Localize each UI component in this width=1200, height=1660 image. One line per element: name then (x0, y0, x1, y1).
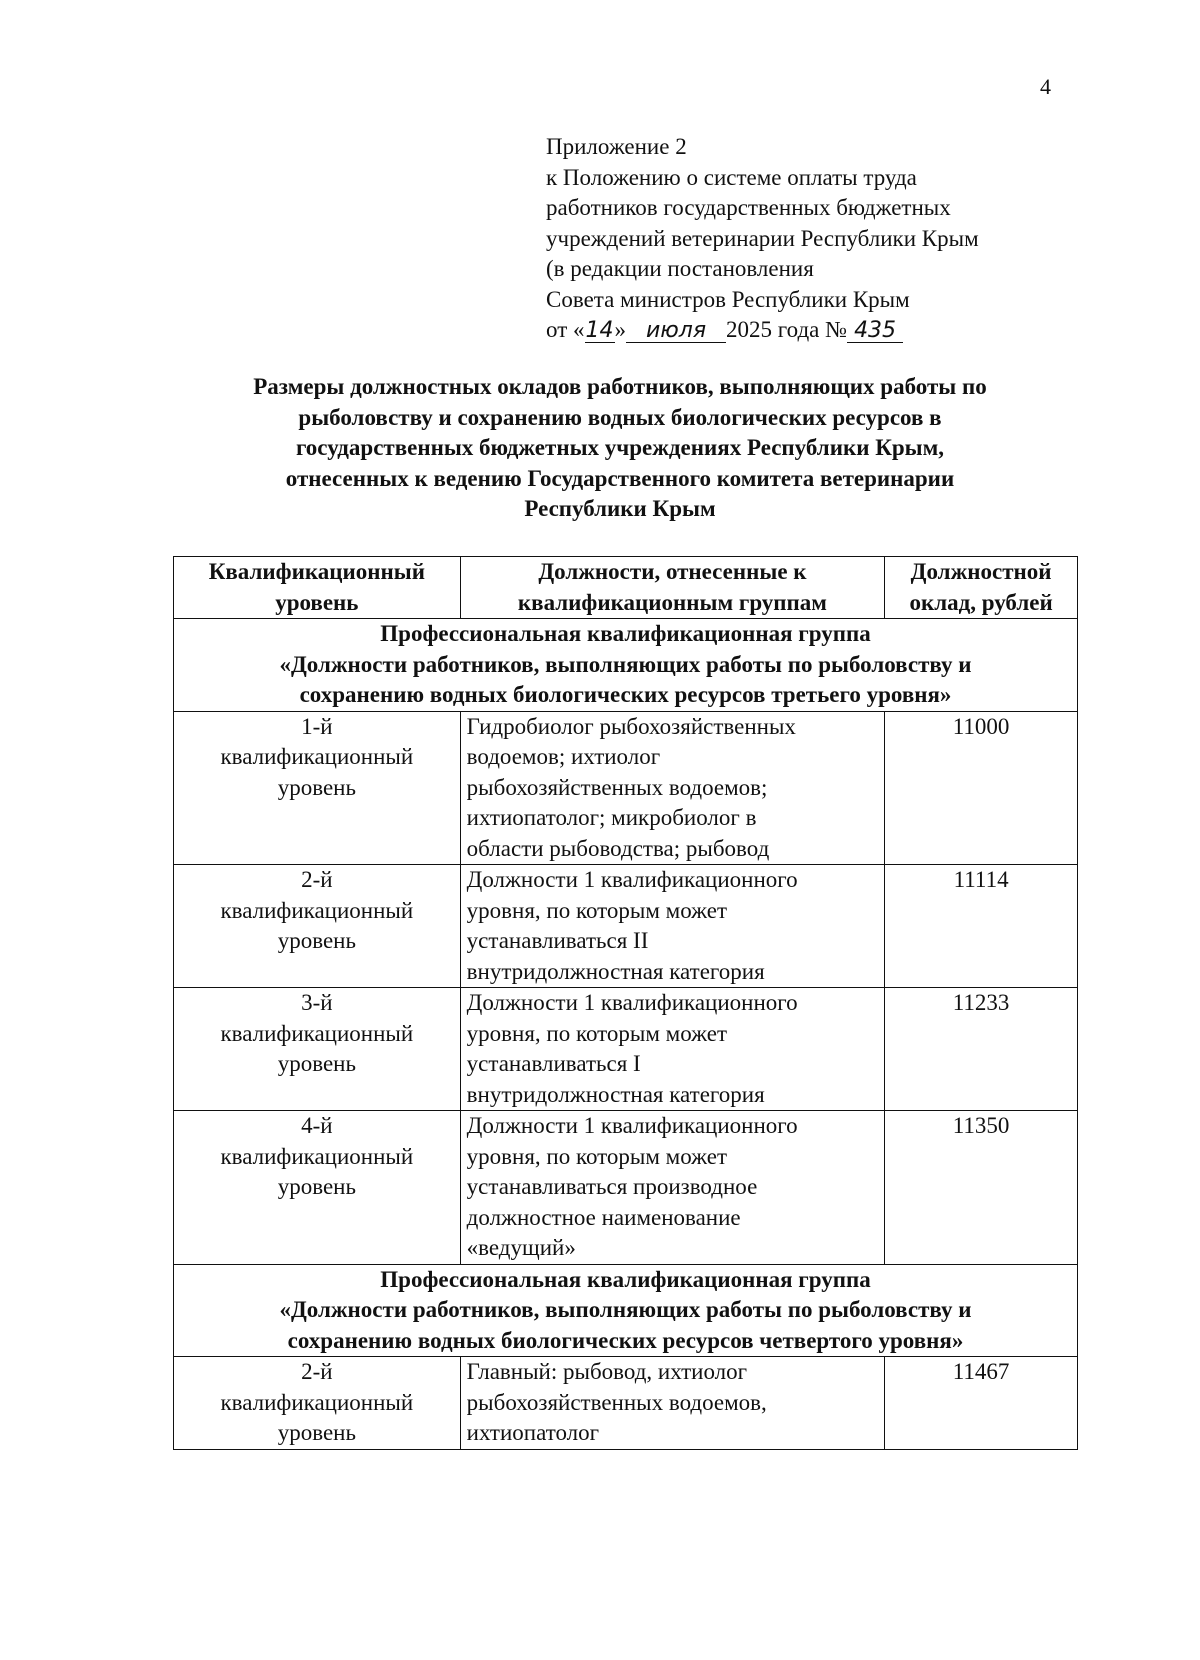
positions-line: устанавливаться II (466, 928, 649, 953)
positions-line: рыбохозяйственных водоемов, (466, 1389, 767, 1415)
positions-line: ихтиопатолог (466, 1420, 600, 1445)
level-line: уровень (277, 774, 356, 800)
level-cell (174, 711, 461, 865)
appendix-line: (в редакции постановления (546, 256, 814, 281)
positions-cell (460, 1357, 885, 1450)
salary-cell: 11114 (885, 865, 1078, 988)
title-line: Размеры должностных окладов работников, выполняющих работы по (253, 374, 987, 399)
salary-cell: 11467 (885, 1357, 1078, 1450)
level-cell (174, 988, 461, 1111)
level-line: 4-й (301, 1113, 333, 1138)
appendix-line: к Положению о системе оплаты труда (546, 164, 917, 190)
positions-line: Главный: рыбовод, ихтиолог (466, 1359, 748, 1384)
page-number: 4 (1040, 74, 1051, 99)
date-prefix: от « (546, 317, 585, 342)
header-salary (885, 557, 1078, 619)
group-header-row (174, 1264, 1078, 1357)
header-line: уровень (275, 589, 359, 615)
level-line: 3-й (301, 990, 333, 1015)
positions-line: ихтиопатолог; микробиолог в (466, 805, 757, 830)
group-header-row (174, 619, 1078, 712)
level-line: 1-й (301, 713, 333, 739)
handwritten-number: 435 (847, 320, 903, 343)
level-line: квалификационный (220, 897, 414, 923)
level-cell (174, 1111, 461, 1265)
handwritten-day: 14 (585, 318, 614, 343)
positions-line: «ведущий» (466, 1235, 576, 1260)
group-title-line: «Должности работников, выполняющих работы по рыболовству и (279, 1297, 972, 1322)
positions-line: уровня, по которым может (466, 1020, 728, 1046)
document-title (160, 372, 1080, 525)
date-year-text: 2025 года № (726, 317, 848, 342)
table-row (174, 711, 1078, 865)
header-line: Должностной (910, 559, 1052, 584)
positions-line: внутридолжностная категория (466, 1081, 765, 1107)
salary-table (173, 556, 1078, 1450)
positions-line: уровня, по которым может (466, 897, 728, 923)
level-line: уровень (277, 1174, 356, 1199)
table-row (174, 1111, 1078, 1265)
level-line: уровень (277, 928, 356, 953)
appendix-line: Приложение 2 (546, 134, 687, 159)
group-title (174, 619, 1078, 712)
group-title-line: Профессиональная квалификационная группа (380, 621, 871, 646)
positions-cell (460, 711, 885, 865)
header-positions (460, 557, 885, 619)
positions-line: должностное наименование (466, 1204, 741, 1230)
group-title-line: Профессиональная квалификационная группа (380, 1266, 871, 1292)
level-line: квалификационный (220, 744, 414, 769)
header-level (174, 557, 461, 619)
header-line: квалификационным группам (517, 589, 827, 615)
header-line: Квалификационный (208, 559, 425, 584)
positions-line: Должности 1 квалификационного (466, 867, 798, 892)
appendix-line: учреждений ветеринарии Республики Крым (546, 225, 979, 251)
header-line: Должности, отнесенные к (538, 559, 807, 584)
salary-cell: 11000 (885, 711, 1078, 865)
title-line: государственных бюджетных учреждениях Республики Крым, (295, 435, 945, 461)
title-line: отнесенных к ведению Государственного комитета ветеринарии (285, 465, 955, 491)
table-row (174, 1357, 1078, 1450)
level-line: квалификационный (220, 1389, 414, 1415)
handwritten-month: июля (626, 320, 726, 343)
level-line: квалификационный (220, 1143, 414, 1169)
title-line: Республики Крым (524, 496, 716, 522)
positions-line: области рыбоводства; рыбовод (466, 835, 770, 861)
appendix-block (546, 132, 1106, 346)
positions-line: водоемов; ихтиолог (466, 744, 661, 769)
group-title-line: «Должности работников, выполняющих работы по рыболовству и (279, 651, 972, 677)
salary-cell: 11233 (885, 988, 1078, 1111)
table-body (174, 619, 1078, 1450)
positions-line: Должности 1 квалификационного (466, 1113, 798, 1138)
level-line: 2-й (301, 1359, 333, 1384)
level-cell (174, 865, 461, 988)
appendix-line: работников государственных бюджетных (546, 195, 951, 220)
level-line: 2-й (301, 867, 333, 892)
positions-cell (460, 1111, 885, 1265)
level-line: квалификационный (220, 1020, 414, 1046)
positions-line: уровня, по которым может (466, 1143, 728, 1169)
positions-line: Должности 1 квалификационного (466, 990, 798, 1015)
level-line: уровень (277, 1051, 356, 1076)
level-cell (174, 1357, 461, 1450)
positions-line: устанавливаться производное (466, 1174, 758, 1199)
positions-line: Гидробиолог рыбохозяйственных (466, 713, 796, 739)
level-line: уровень (277, 1420, 356, 1445)
positions-cell (460, 988, 885, 1111)
positions-cell (460, 865, 885, 988)
group-title-line: сохранению водных биологических ресурсов третьего уровня» (299, 682, 952, 707)
positions-line: рыбохозяйственных водоемов; (466, 774, 768, 800)
appendix-date-line (546, 315, 1106, 346)
table-row (174, 865, 1078, 988)
header-line: оклад, рублей (909, 589, 1053, 615)
positions-line: устанавливаться I (466, 1051, 641, 1076)
group-title (174, 1264, 1078, 1357)
table-header-row (174, 557, 1078, 619)
positions-line: внутридолжностная категория (466, 958, 765, 984)
title-line: рыболовству и сохранению водных биологических ресурсов в (298, 404, 942, 430)
date-mid: » (614, 317, 626, 342)
salary-cell: 11350 (885, 1111, 1078, 1265)
table-row (174, 988, 1078, 1111)
appendix-line: Совета министров Республики Крым (546, 286, 910, 312)
group-title-line: сохранению водных биологических ресурсов четвертого уровня» (287, 1327, 964, 1353)
